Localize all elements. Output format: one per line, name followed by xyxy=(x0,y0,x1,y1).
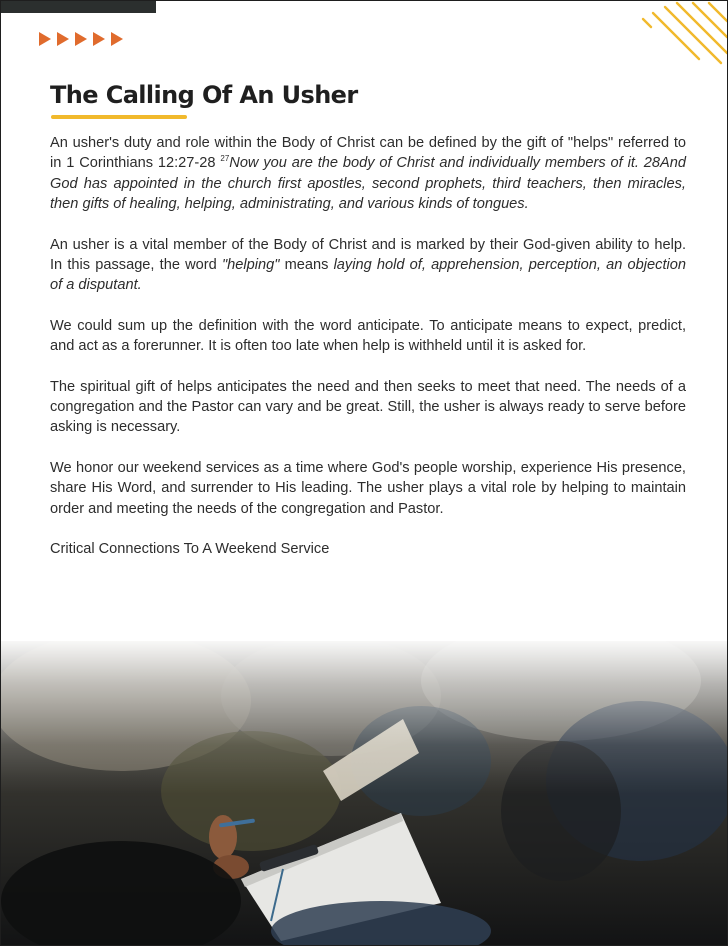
photo-fade-overlay xyxy=(1,641,727,946)
helping-definition: laying hold of, apprehension, perception, an objection of a disputant. xyxy=(50,257,686,294)
paragraph-2-lead: An usher is a vital member of the Body of Christ and is marked by their God-given ability to help. In this passage, the word xyxy=(50,236,686,274)
paragraph-2-middle: means xyxy=(279,257,334,274)
arrow-icon xyxy=(75,32,87,46)
title-underline xyxy=(51,115,187,119)
arrow-icon xyxy=(111,32,123,46)
arrow-icon xyxy=(93,32,105,46)
paragraph-1 xyxy=(50,133,686,215)
closing-line: Critical Connections To A Weekend Service xyxy=(50,541,330,558)
body-text xyxy=(50,133,686,580)
paragraph-3: We could sum up the definition with the word anticipate. To anticipate means to expect, predict, and act as a forerunner. It is often too late when help is withheld until it is asked for. xyxy=(50,317,686,355)
paragraph-1-lead: An usher's duty and role within the Body of Christ can be defined by the gift of "helps" referred to in 1 Corinthians 12:27-28 xyxy=(50,135,686,172)
helping-term: "helping" xyxy=(221,257,280,274)
paragraph-2 xyxy=(50,235,686,296)
arrow-icon xyxy=(39,32,51,46)
scripture-quote: Now you are the body of Christ and individually members of it. 28And God has appointed in the church first apostles, second prophets, third teachers, then miracles, then gifts of healing, helping, administrating, and various kinds of tongues. xyxy=(50,155,686,213)
paragraph-4: The spiritual gift of helps anticipates the need and then seeks to meet that need. The needs of a congregation and the Pastor can vary and be great. Still, the usher is always ready to serve before asking is necessary. xyxy=(50,378,686,436)
congregation-photo xyxy=(1,641,727,946)
paragraph-5: We honor our weekend services as a time where God's people worship, experience His presence, share His Word, and surrender to His leading. The usher plays a vital role by helping to maintain order and meeting the needs of the congregation and Pastor. xyxy=(50,459,686,517)
page-title: The Calling Of An Usher xyxy=(50,81,358,109)
diagonal-stripes-decoration xyxy=(637,1,727,76)
top-bar-decoration xyxy=(1,1,156,13)
arrow-icon xyxy=(57,32,69,46)
arrow-decoration xyxy=(39,32,127,46)
verse-number: 27 xyxy=(220,154,230,164)
